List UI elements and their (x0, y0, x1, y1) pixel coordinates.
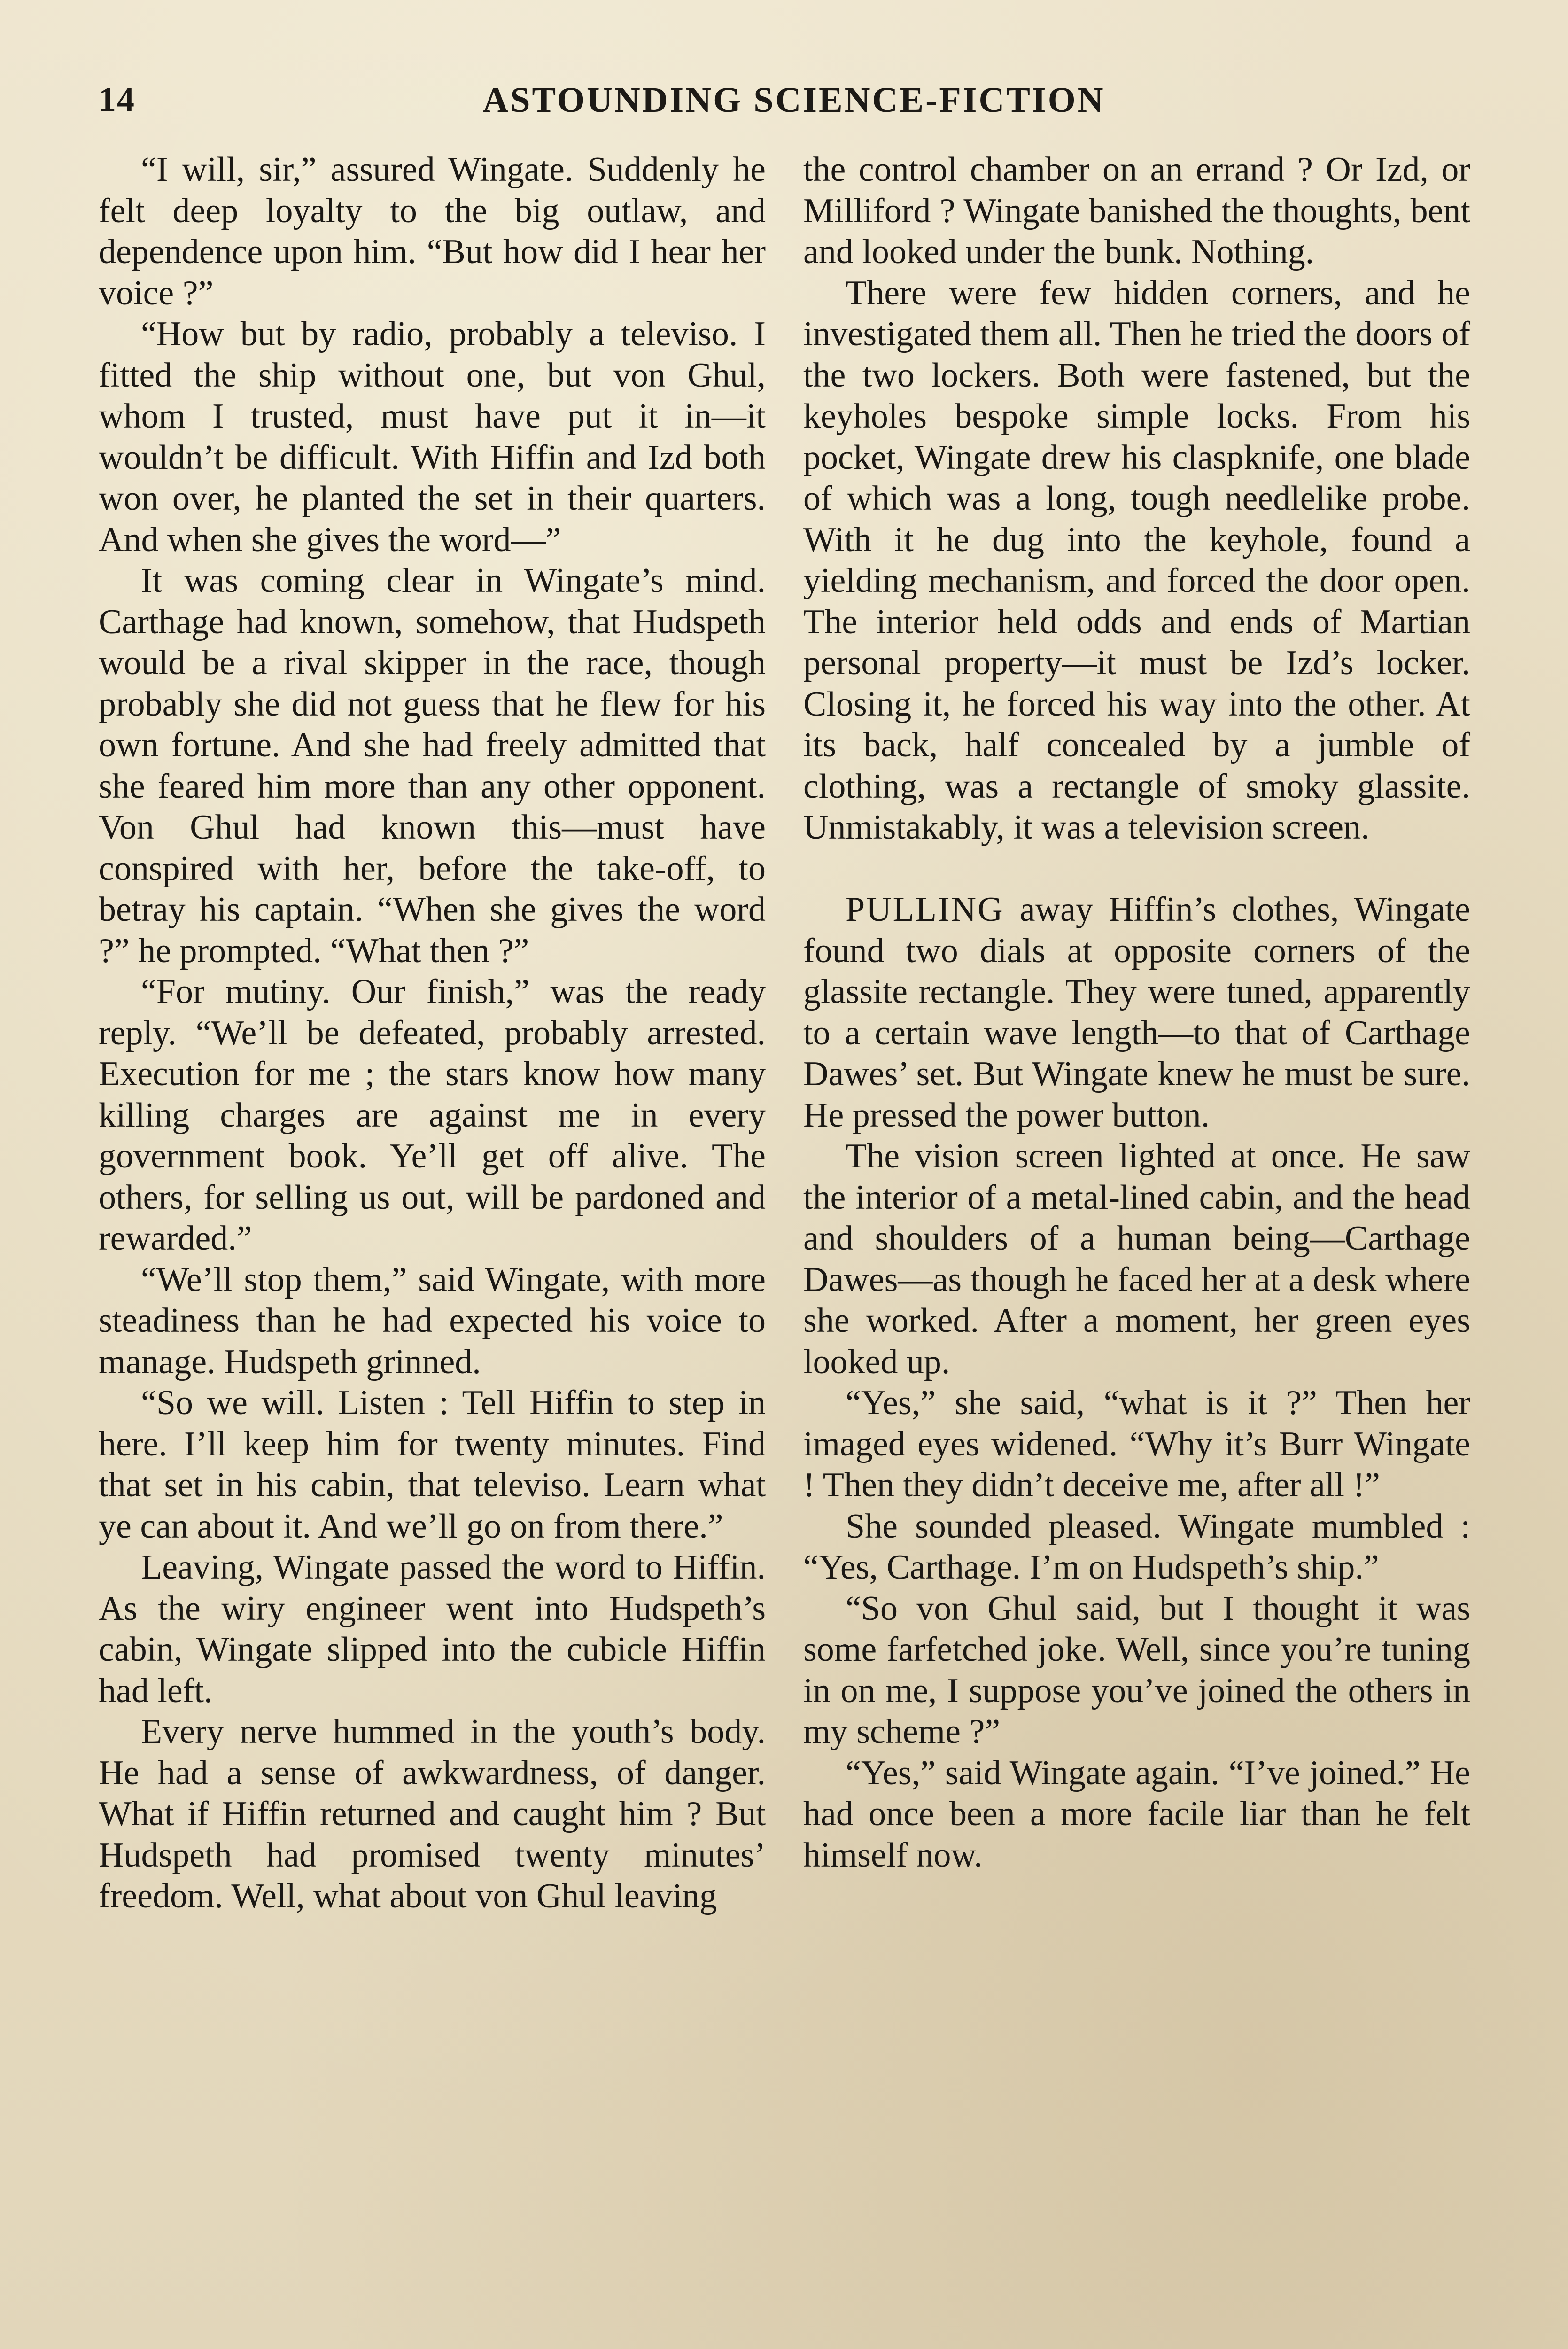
paragraph: “We’ll stop them,” said Wingate, with more steadiness than he had expected his voice to manage. Hudspeth grinned. (99, 1260, 766, 1381)
paragraph-continuation: the control chamber on an errand ? Or Izd, or Milliford ? Wingate banished the thoughts, bent and looked under the bunk. Nothing. (803, 150, 1470, 271)
paragraph: There were few hidden corners, and he investigated them all. Then he tried the doors of the two lockers. Both were fastened, but the keyholes bespoke simple locks. From his pocket, Wingate drew his claspknife, one blade of which was a long, tough needlelike probe. With it he dug into the keyhole, found a yielding mechanism, and forced the door open. The interior held odds and ends of Martian personal property—it must be Izd’s locker. Closing it, he forced his way into the other. At its back, half concealed by a jumble of clothing, was a rectangle of smoky glassite. Unmistakably, it was a television screen. (803, 273, 1470, 847)
paragraph: “For mutiny. Our finish,” was the ready reply. “We’ll be defeated, probably arrested. Execution for me ; the stars know how many killing charges are against me in every government book. Ye’ll get off alive. The others, for selling us out, will be pardoned and rewarded.” (99, 972, 766, 1258)
paragraph: “How but by radio, probably a televiso. I fitted the ship without one, but von Ghul, whom I trusted, must have put it in—it wouldn’t be difficult. With Hiffin and Izd both won over, he planted the set in their quarters. And when she gives the word—” (99, 315, 766, 559)
paragraph: “I will, sir,” assured Wingate. Suddenly he felt deep loyalty to the big outlaw, and dependence upon him. “But how did I hear her voice ?” (99, 150, 766, 312)
paragraph: “Yes,” she said, “what is it ?” Then her imaged eyes widened. “Why it’s Burr Wingate ! Then they didn’t deceive me, after all !” (803, 1384, 1470, 1504)
paragraph: Every nerve hummed in the youth’s body. He had a sense of awkwardness, of danger. What if Hiffin returned and caught him ? But Hudspeth had promised twenty minutes’ freedom. Well, what about von Ghul leaving (99, 1712, 766, 1915)
left-column (99, 149, 766, 1917)
paragraph: She sounded pleased. Wingate mumbled : “Yes, Carthage. I’m on Hudspeth’s ship.” (803, 1507, 1470, 1587)
paragraph: Leaving, Wingate passed the word to Hiffin. As the wiry engineer went into Hudspeth’s cabin, Wingate slipped into the cubicle Hiffin had left. (99, 1548, 766, 1710)
paragraph: The vision screen lighted at once. He saw the interior of a metal-lined cabin, and the head and shoulders of a human being—Carthage Dawes—as though he faced her at a desk where she worked. After a moment, her green eyes looked up. (803, 1137, 1470, 1381)
section-opening-text: away Hiffin’s clothes, Wingate found two dials at opposite corners of the glassite rectangle. They were tuned, apparently to a certain wave length—to that of Carthage Dawes’ set. But Wingate knew he must be sure. He pressed the power button. (803, 890, 1470, 1135)
paragraph: “So von Ghul said, but I thought it was some farfetched joke. Well, since you’re tuning in on me, I suppose you’ve joined the others in my scheme ?” (803, 1589, 1470, 1751)
running-head: ASTOUNDING SCIENCE-FICTION (482, 80, 1105, 120)
page-number: 14 (99, 80, 135, 119)
page-header (99, 70, 1489, 127)
paragraph: “Yes,” said Wingate again. “I’ve joined.” He had once been a more facile liar than he felt himself now. (803, 1753, 1470, 1875)
paragraph: “So we will. Listen : Tell Hiffin to step in here. I’ll keep him for twenty minutes. Find that set in his cabin, that televiso. Learn what ye can about it. And we’ll go on from there.” (99, 1384, 766, 1546)
paragraph: It was coming clear in Wingate’s mind. Carthage had known, somehow, that Hudspeth would be a rival skipper in the race, though probably she did not guess that he flew for his own fortune. And she had freely admitted that she feared him more than any other opponent. Von Ghul had known this—must have conspired with her, before the take-off, to betray his captain. “When she gives the word ?” he prompted. “What then ?” (99, 561, 766, 970)
section-lead-caps: PULLING (846, 890, 1004, 929)
section-opening-paragraph (803, 889, 1470, 1136)
right-column (803, 149, 1470, 1876)
